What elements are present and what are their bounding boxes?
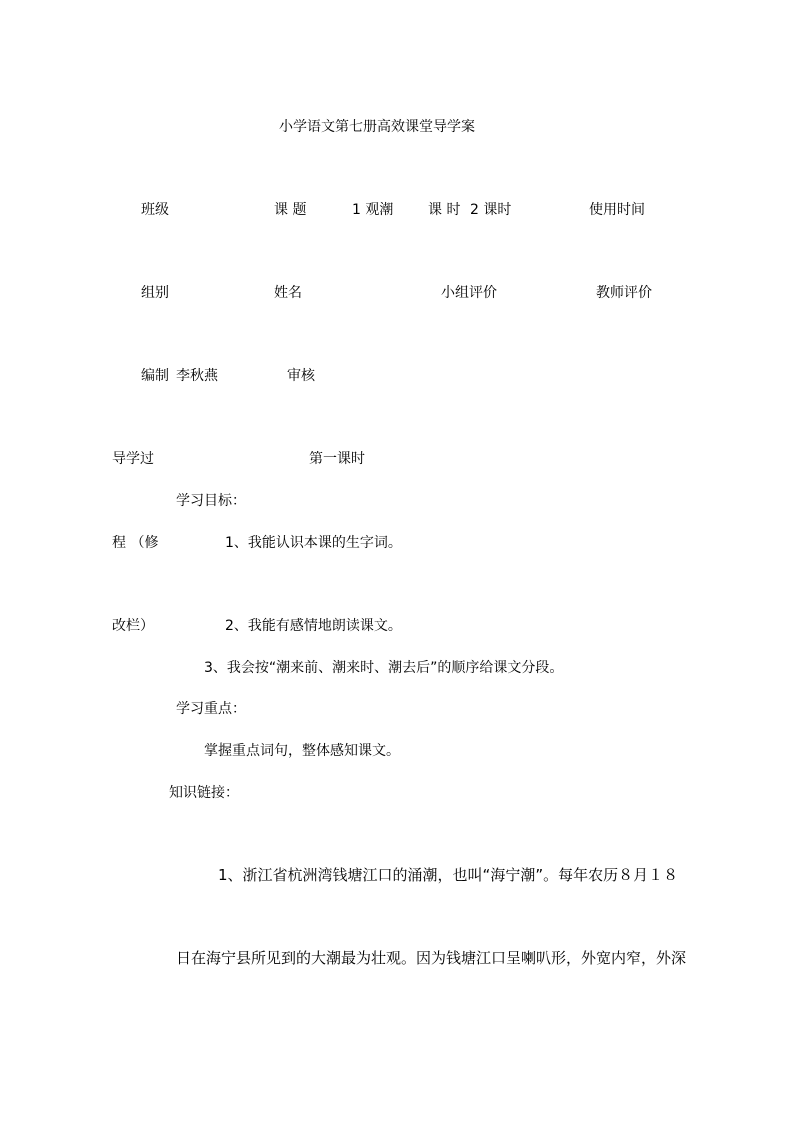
topic-label: 课 题	[274, 202, 307, 218]
use-time-label: 使用时间	[589, 202, 645, 218]
group-eval-label: 小组评价	[441, 285, 497, 301]
topic-value: 1 观潮	[352, 202, 394, 218]
name-label: 姓名	[274, 285, 302, 301]
objective-item: 3、我会按“潮来前、潮来时、潮去后”的顺序给课文分段。	[204, 660, 564, 676]
class-label: 班级	[141, 202, 169, 218]
knowledge-heading: 知识链接：	[169, 785, 239, 801]
period-label: 课 时	[428, 202, 461, 218]
editor-label: 编制	[141, 368, 169, 384]
editor-value: 李秋燕	[176, 368, 218, 384]
teacher-eval-label: 教师评价	[596, 285, 652, 301]
period-value: 2 课时	[470, 202, 512, 218]
knowledge-paragraph-line: 1、浙江省杭洲湾钱塘江口的涌潮，也叫“海宁潮”。每年农历８月１８	[218, 866, 679, 884]
lesson-title: 第一课时	[309, 451, 365, 467]
objectives-heading: 学习目标：	[176, 493, 246, 509]
knowledge-paragraph-line: 日在海宁县所见到的大潮最为壮观。因为钱塘江口呈喇叭形，外宽内窄，外深	[176, 949, 687, 967]
objective-item: 1、我能认识本课的生字词。	[225, 535, 402, 551]
side-label-line2: 程 （修	[112, 535, 159, 551]
focus-heading: 学习重点：	[176, 701, 246, 717]
side-label-line3: 改栏）	[112, 618, 154, 634]
side-label-line1: 导学过	[112, 451, 154, 467]
objective-item: 2、我能有感情地朗读课文。	[225, 618, 402, 634]
focus-text: 掌握重点词句，整体感知课文。	[204, 743, 400, 759]
group-label: 组别	[141, 285, 169, 301]
review-label: 审核	[287, 368, 315, 384]
document-title: 小学语文第七册高效课堂导学案	[279, 119, 475, 135]
